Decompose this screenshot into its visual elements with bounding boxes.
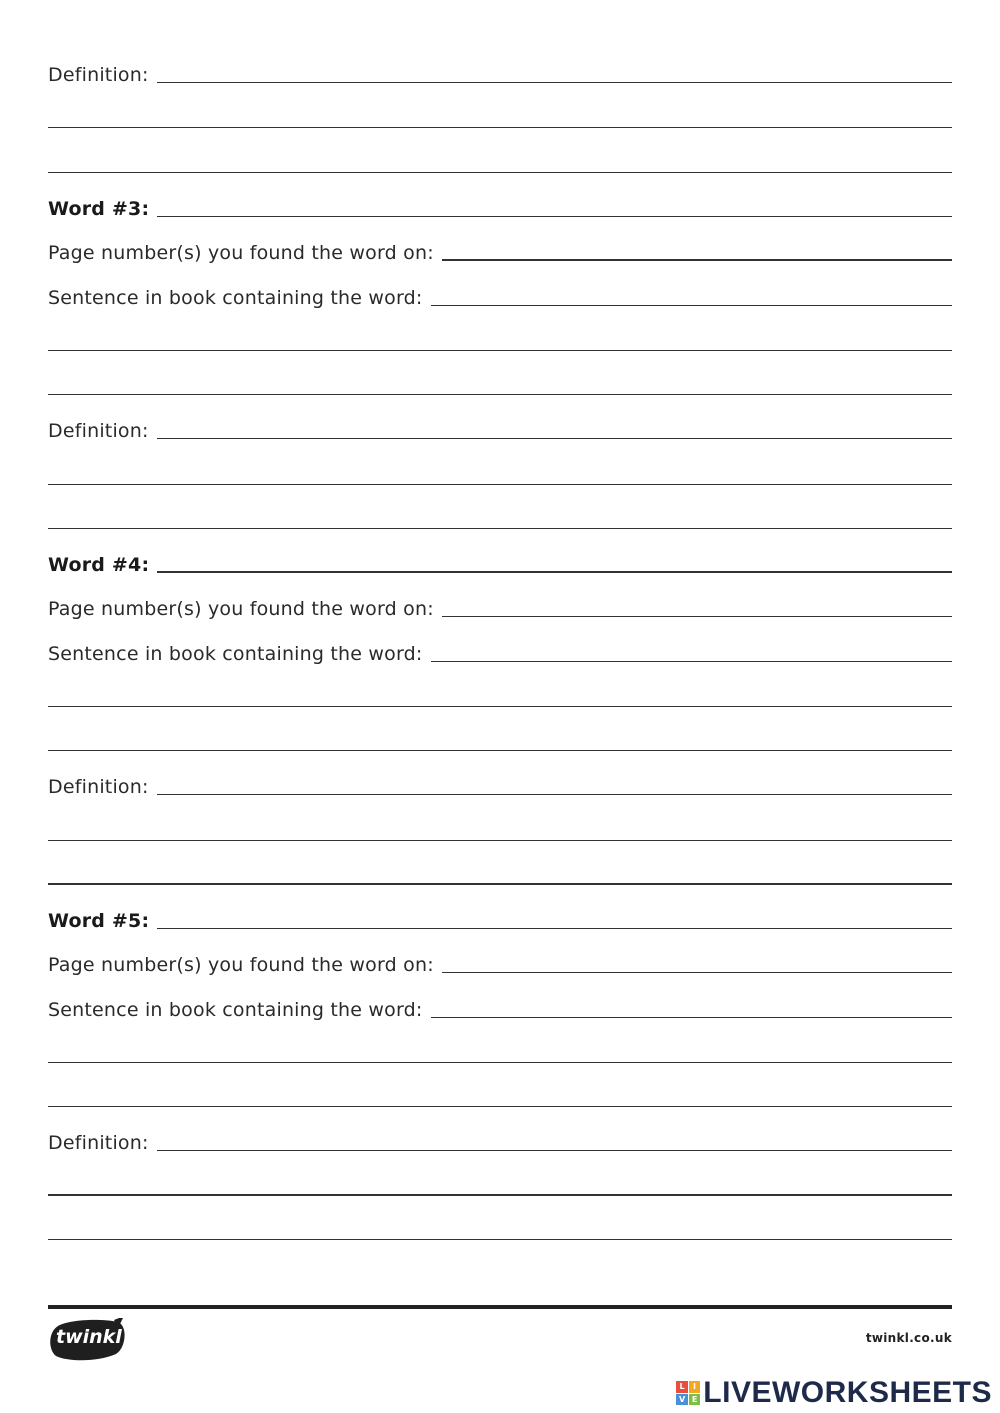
definition-row-4 [48, 772, 952, 798]
definition-line[interactable] [48, 484, 952, 485]
definition-input-line[interactable] [157, 1150, 952, 1151]
definition-line[interactable] [48, 172, 952, 173]
word-3-row [48, 194, 952, 220]
sentence-row-5 [48, 995, 952, 1021]
page-numbers-label: Page number(s) you found the word on: [48, 598, 434, 620]
definition-label: Definition: [48, 420, 149, 442]
word-5-label: Word #5: [48, 910, 150, 932]
sentence-row-3 [48, 283, 952, 309]
sentence-line[interactable] [48, 706, 952, 707]
sentence-input-line[interactable] [431, 1017, 952, 1018]
definition-label: Definition: [48, 776, 149, 798]
sentence-line[interactable] [48, 350, 952, 351]
page-numbers-label: Page number(s) you found the word on: [48, 954, 434, 976]
word-4-label: Word #4: [48, 554, 150, 576]
definition-row-3 [48, 416, 952, 442]
definition-label: Definition: [48, 1132, 149, 1154]
word-3-input-line[interactable] [157, 216, 952, 217]
definition-input-line[interactable] [157, 82, 952, 83]
sentence-line[interactable] [48, 1106, 952, 1107]
definition-row-5 [48, 1128, 952, 1154]
word-4-row [48, 550, 952, 576]
liveworksheets-watermark [676, 1377, 992, 1409]
page-numbers-input-line[interactable] [442, 259, 952, 261]
sentence-row-4 [48, 639, 952, 665]
sentence-input-line[interactable] [431, 305, 952, 306]
badge-letter: E [689, 1394, 701, 1406]
footer-divider [48, 1305, 952, 1309]
page-numbers-input-line[interactable] [442, 616, 952, 617]
definition-line[interactable] [48, 1239, 952, 1240]
definition-line[interactable] [48, 840, 952, 841]
definition-input-line[interactable] [157, 438, 952, 439]
sentence-input-line[interactable] [431, 661, 952, 662]
page-numbers-label: Page number(s) you found the word on: [48, 242, 434, 264]
sentence-line[interactable] [48, 1062, 952, 1063]
word-4-input-line[interactable] [157, 571, 952, 573]
word-5-row [48, 906, 952, 932]
page-numbers-row-4 [48, 594, 952, 620]
liveworksheets-badge-icon [676, 1381, 700, 1405]
definition-row-2 [48, 60, 952, 86]
badge-letter: I [689, 1381, 701, 1393]
definition-input-line[interactable] [157, 794, 952, 795]
site-url: twinkl.co.uk [865, 1331, 952, 1345]
word-5-input-line[interactable] [157, 928, 952, 929]
sentence-label: Sentence in book containing the word: [48, 643, 423, 665]
page-numbers-row-3 [48, 238, 952, 264]
definition-line[interactable] [48, 883, 952, 885]
page-numbers-input-line[interactable] [442, 972, 952, 973]
badge-letter: L [676, 1381, 688, 1393]
logo-text: twinkl [56, 1326, 122, 1348]
sentence-label: Sentence in book containing the word: [48, 999, 423, 1021]
sentence-line[interactable] [48, 394, 952, 395]
definition-label: Definition: [48, 64, 149, 86]
definition-line[interactable] [48, 528, 952, 529]
word-3-label: Word #3: [48, 198, 150, 220]
definition-line[interactable] [48, 1194, 952, 1196]
page-numbers-row-5 [48, 950, 952, 976]
definition-line[interactable] [48, 127, 952, 128]
sentence-label: Sentence in book containing the word: [48, 287, 423, 309]
badge-letter: V [676, 1394, 688, 1406]
sentence-line[interactable] [48, 750, 952, 751]
watermark-text: LIVEWORKSHEETS [703, 1376, 992, 1409]
